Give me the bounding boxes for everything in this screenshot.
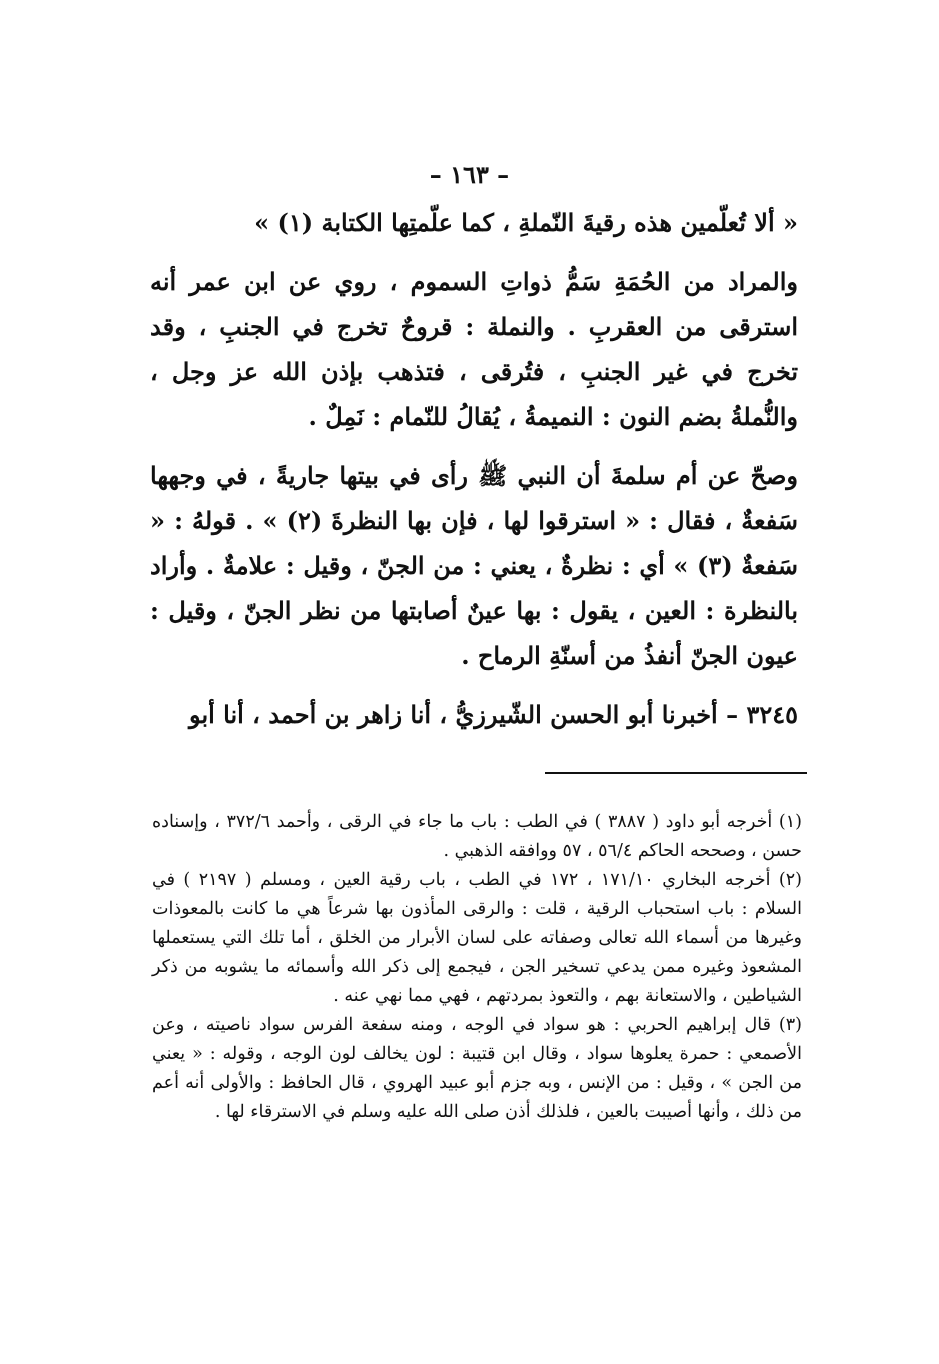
page-number: – ١٦٣ –	[429, 160, 510, 189]
footnotes-section	[152, 808, 802, 1127]
hadith-chain-paragraph: ٣٢٤٥ – أخبرنا أبو الحسن الشّيرزيُّ ، أنا زاهر بن أحمد ، أنا أبو	[189, 700, 798, 729]
hadith-quote-paragraph: « ألا تُعلّمين هذه رقيةَ النّملةِ ، كما علّمتِها الكتابة (١) »	[254, 208, 798, 237]
main-text-body	[150, 200, 798, 737]
explanation-paragraph-umm-salama: وصحّ عن أم سلمةَ أن النبي ﷺ رأى في بيتها جاريةً ، في وجهها سَفعةٌ ، فقال : « استرقوا لها ، فإن بها النظرةَ (٢) » . قولهُ : « سَفعةٌ (٣) » أي : نظرةٌ ، يعني : من الجنّ ، وقيل : علامةٌ . وأراد بالنظرة : العين ، يقول : بها عينٌ أصابتها من نظر الجنّ ، وقيل : عيون الجنّ أنفذُ من أسنّةِ الرماح .	[150, 461, 799, 670]
footnote-3: (٣) قال إبراهيم الحربي : هو سواد في الوجه ، ومنه سفعة الفرس سواد ناصيته ، وعن الأصمعي : حمرة يعلوها سواد ، وقال ابن قتيبة : لون يخالف لون الوجه ، وقوله : « يعني من الجن » ، وقيل : من الإنس ، وبه جزم أبو عبيد الهروي ، قال الحافظ : والأولى أنه أعم من ذلك ، وأنها أصيبت بالعين ، فلذلك أذن صلى الله عليه وسلم في الاسترقاء لها .	[152, 1015, 802, 1122]
footnote-separator	[545, 772, 807, 774]
explanation-paragraph-humma: والمراد من الحُمَةِ سَمُّ ذواتِ السموم ، روي عن ابن عمر أنه استرقى من العقربِ . والنملة : قروحٌ تخرج في الجنبِ ، وقد تخرج في غير الجنبِ ، فتُرقى ، فتذهب بإذن الله عز وجل ، والنُّملةُ بضم النون : النميمةُ ، يُقالُ للنّمام : نَمِلٌ .	[150, 267, 799, 431]
footnote-1: (١) أخرجه أبو داود ( ٣٨٨٧ ) في الطب : باب ما جاء في الرقى ، وأحمد ٣٧٢/٦ ، وإسناده حسن ، وصححه الحاكم ٥٦/٤ ، ٥٧ ووافقه الذهبي .	[152, 812, 802, 861]
footnote-2: (٢) أخرجه البخاري ١٧١/١٠ ، ١٧٢ في الطب ، باب رقية العين ، ومسلم ( ٢١٩٧ ) في السلام : باب استحباب الرقية ، قلت : والرقى المأذون بها شرعاً هي ما كانت بالمعوذات وغيرها من أسماء الله تعالى وصفاته على لسان الأبرار من الخلق ، أما تلك التي يستعملها المشعوذ وغيره ممن يدعي تسخير الجن ، فيجمع إلى ذكر الله وأسمائه ما يشوبه من ذكر الشياطين ، والاستعانة بهم ، والتعوذ بمردتهم ، فهي مما نهي عنه .	[152, 870, 802, 1006]
